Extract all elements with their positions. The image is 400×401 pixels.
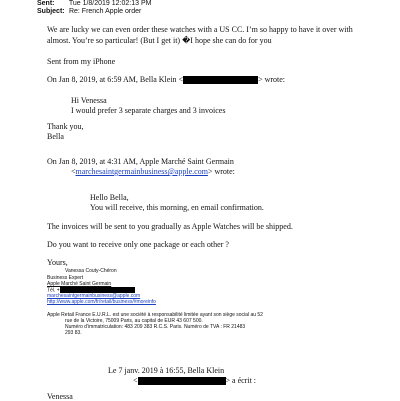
redaction-box <box>138 377 226 385</box>
legal-line-3: Numéro d’immatriculation: 483 209 383 R.C.S. Paris. Numéro de TVA : FR 21483 <box>65 324 246 330</box>
legal-line-2: rue de la Victoire, 75009 Paris, au capital de EUR 43 607 500. <box>65 318 203 324</box>
body-line-2: almost. You’re so particular! (But I get it) �I hope she can do for you <box>47 36 272 45</box>
legal-line-1: Apple Retail France E.U.R.L. est une société à responsabilité limitée ayant son siège social au 52 <box>47 312 263 318</box>
bella-greeting: Hi Venessa <box>71 96 107 105</box>
question-line: Do you want to receive only one package or each other ? <box>47 240 229 249</box>
body-line-1: We are lucky we can even order these watches with a US CC. I’m so happy to have it over with <box>47 25 353 34</box>
yours-line: Yours, <box>47 258 68 267</box>
quote1-suffix: > wrote: <box>258 75 286 84</box>
sent-label: Sent: <box>37 0 55 7</box>
signature-store: Apple Marché Saint Germain <box>47 281 112 287</box>
subject-value: Re: French Apple order <box>68 8 142 15</box>
signature-name: Vanessa Couty-Chéron <box>65 268 117 274</box>
quote1-prefix: On Jan 8, 2019, at 6:59 AM, Bella Klein < <box>47 75 184 84</box>
redaction-box <box>183 76 258 84</box>
sent-value: Tue 1/8/2019 12:02:13 PM <box>68 0 152 7</box>
phone-label: Tél. + <box>47 287 60 294</box>
signature-url-link[interactable]: http://www.apple.com/fr/retail/business/#moreinfo <box>47 299 156 305</box>
bella-signoff: Bella <box>47 132 64 141</box>
quote3-line-2: < > a écrit : <box>133 376 257 385</box>
invoices-line: The invoices will be sent to you gradually as Apple Watches will be shipped. <box>47 222 293 231</box>
quote2-line-1: On Jan 8, 2019, at 4:31 AM, Apple Marché Saint Germain <box>47 157 234 166</box>
quote1-line <box>47 75 285 84</box>
receive-line: You will receive, this morning, en email confirmation. <box>90 203 264 212</box>
legal-line-4: 293 83. <box>65 330 82 336</box>
thanks-line: Thank you, <box>47 122 84 131</box>
quote2-line-2: <marchesaintgermainbusiness@apple.com> wrote: <box>71 167 235 176</box>
signature-email-link[interactable]: marchesaintgermainbusiness@apple.com <box>47 293 141 299</box>
hello-line: Hello Bella, <box>90 193 129 202</box>
quote3-line-1: Le 7 janv. 2019 à 16:55, Bella Klein <box>108 366 225 375</box>
subject-row <box>37 8 141 16</box>
sent-from-line: Sent from my iPhone <box>47 57 116 66</box>
bella-preference: I would prefer 3 separate charges and 3 invoices <box>71 106 226 115</box>
sent-row <box>37 0 151 8</box>
signature-title: Business Expert <box>47 275 84 281</box>
venessa-line: Venessa <box>47 392 73 401</box>
subject-label: Subject: <box>37 8 65 15</box>
apple-business-email-link[interactable]: marchesaintgermainbusiness@apple.com <box>75 167 208 176</box>
